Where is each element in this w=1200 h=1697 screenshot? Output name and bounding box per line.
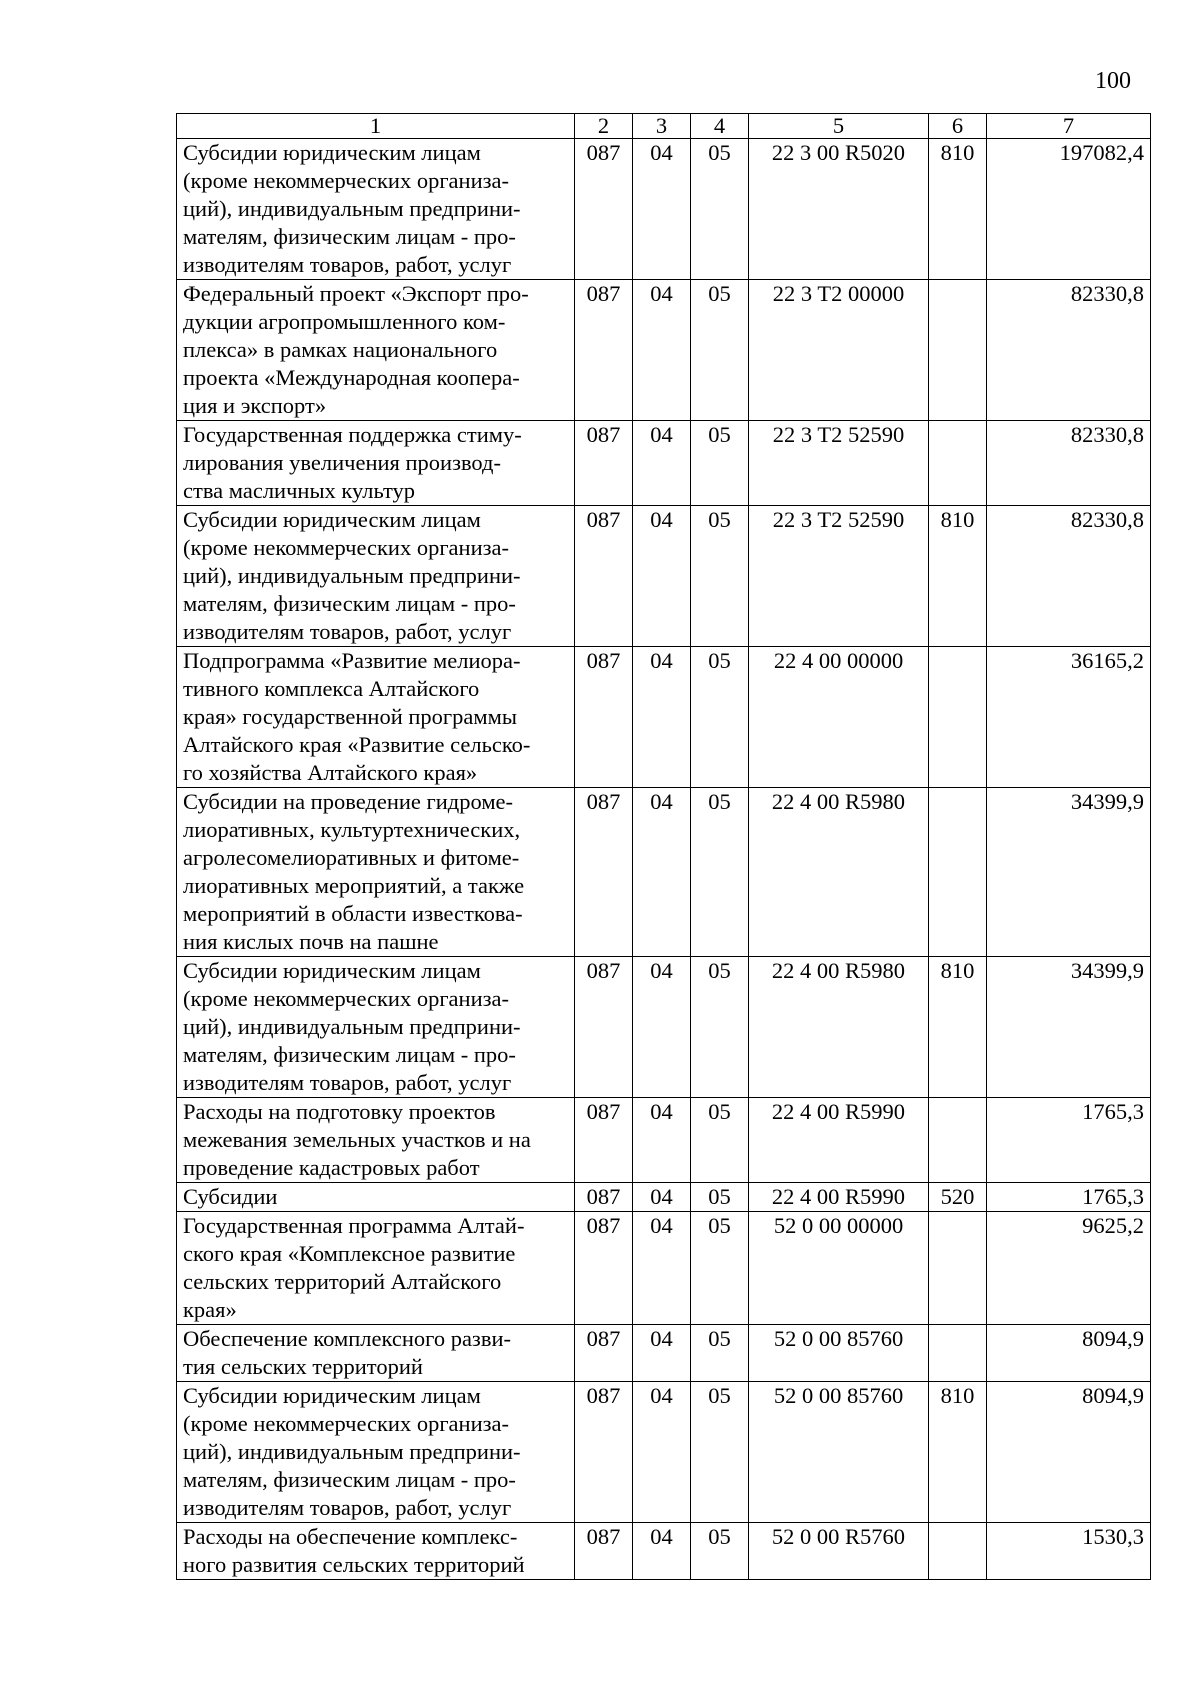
item-name-line: ства масличных культур <box>183 478 415 503</box>
amount-cell: 1765,3 <box>987 1183 1151 1212</box>
target-article-cell: 22 3 T2 52590 <box>749 421 929 506</box>
expense-type-cell <box>929 280 987 421</box>
section-code-cell: 04 <box>633 280 691 421</box>
section-code-cell: 04 <box>633 1325 691 1382</box>
item-name-line: Расходы на подготовку проектов <box>183 1099 496 1124</box>
amount-cell: 9625,2 <box>987 1212 1151 1325</box>
item-name-cell <box>177 1098 575 1183</box>
subsection-code-cell: 05 <box>691 647 749 788</box>
subsection-code-cell: 05 <box>691 1325 749 1382</box>
expense-type-cell: 520 <box>929 1183 987 1212</box>
item-name-line: ций), индивидуальным предприни- <box>183 563 521 588</box>
item-name-line: Расходы на обеспечение комплекс- <box>183 1524 518 1549</box>
ministry-code-cell: 087 <box>575 647 633 788</box>
column-header: 4 <box>691 114 749 139</box>
ministry-code-cell: 087 <box>575 1212 633 1325</box>
ministry-code-cell: 087 <box>575 421 633 506</box>
item-name-line: изводителям товаров, работ, услуг <box>183 1495 512 1520</box>
expense-type-cell: 810 <box>929 506 987 647</box>
item-name-line: го хозяйства Алтайского края» <box>183 760 478 785</box>
section-code-cell: 04 <box>633 1382 691 1523</box>
item-name-cell <box>177 1382 575 1523</box>
item-name-line: Субсидии юридическим лицам <box>183 140 481 165</box>
ministry-code-cell: 087 <box>575 788 633 957</box>
section-code-cell: 04 <box>633 421 691 506</box>
section-code-cell: 04 <box>633 1212 691 1325</box>
table-body <box>177 139 1151 1580</box>
item-name-line: ция и экспорт» <box>183 393 327 418</box>
item-name-line: изводителям товаров, работ, услуг <box>183 619 512 644</box>
expense-type-cell: 810 <box>929 957 987 1098</box>
expense-type-cell <box>929 1098 987 1183</box>
header-row <box>177 114 1151 139</box>
item-name-cell <box>177 421 575 506</box>
subsection-code-cell: 05 <box>691 1212 749 1325</box>
item-name-line: Государственная программа Алтай- <box>183 1213 525 1238</box>
item-name-line: ций), индивидуальным предприни- <box>183 196 521 221</box>
ministry-code-cell: 087 <box>575 1382 633 1523</box>
item-name-line: мателям, физическим лицам - про- <box>183 591 516 616</box>
item-name-line: лиоративных мероприятий, а также <box>183 873 525 898</box>
target-article-cell: 22 4 00 R5980 <box>749 957 929 1098</box>
amount-cell: 82330,8 <box>987 280 1151 421</box>
item-name-cell <box>177 788 575 957</box>
item-name-cell <box>177 1325 575 1382</box>
item-name-line: Субсидии юридическим лицам <box>183 507 481 532</box>
amount-cell: 1530,3 <box>987 1523 1151 1580</box>
item-name-line: проведение кадастровых работ <box>183 1155 480 1180</box>
item-name-line: Подпрограмма «Развитие мелиора- <box>183 648 521 673</box>
item-name-line: Субсидии юридическим лицам <box>183 1383 481 1408</box>
item-name-line: тия сельских территорий <box>183 1354 423 1379</box>
column-header: 2 <box>575 114 633 139</box>
item-name-line: ного развития сельских территорий <box>183 1552 525 1577</box>
target-article-cell: 22 3 00 R5020 <box>749 139 929 280</box>
item-name-line: (кроме некоммерческих организа- <box>183 986 509 1011</box>
table-row <box>177 1212 1151 1325</box>
section-code-cell: 04 <box>633 1523 691 1580</box>
subsection-code-cell: 05 <box>691 957 749 1098</box>
column-header: 6 <box>929 114 987 139</box>
ministry-code-cell: 087 <box>575 1523 633 1580</box>
ministry-code-cell: 087 <box>575 957 633 1098</box>
expense-type-cell: 810 <box>929 139 987 280</box>
subsection-code-cell: 05 <box>691 1183 749 1212</box>
item-name-line: Субсидии <box>183 1184 278 1209</box>
item-name-line: агролесомелиоративных и фитоме- <box>183 845 520 870</box>
item-name-cell <box>177 1183 575 1212</box>
ministry-code-cell: 087 <box>575 1098 633 1183</box>
item-name-cell <box>177 957 575 1098</box>
item-name-line: проекта «Международная коопера- <box>183 365 520 390</box>
table-row <box>177 139 1151 280</box>
expense-type-cell <box>929 647 987 788</box>
target-article-cell: 22 3 T2 00000 <box>749 280 929 421</box>
item-name-line: ния кислых почв на пашне <box>183 929 439 954</box>
target-article-cell: 22 4 00 R5990 <box>749 1098 929 1183</box>
amount-cell: 36165,2 <box>987 647 1151 788</box>
table-row <box>177 1098 1151 1183</box>
column-header: 1 <box>177 114 575 139</box>
ministry-code-cell: 087 <box>575 139 633 280</box>
amount-cell: 8094,9 <box>987 1382 1151 1523</box>
section-code-cell: 04 <box>633 506 691 647</box>
amount-cell: 34399,9 <box>987 788 1151 957</box>
item-name-cell <box>177 506 575 647</box>
ministry-code-cell: 087 <box>575 1183 633 1212</box>
expense-type-cell <box>929 421 987 506</box>
item-name-line: изводителям товаров, работ, услуг <box>183 252 512 277</box>
amount-cell: 82330,8 <box>987 506 1151 647</box>
item-name-cell <box>177 647 575 788</box>
item-name-line: мателям, физическим лицам - про- <box>183 224 516 249</box>
expense-type-cell <box>929 788 987 957</box>
section-code-cell: 04 <box>633 1183 691 1212</box>
expense-type-cell: 810 <box>929 1382 987 1523</box>
item-name-cell <box>177 1523 575 1580</box>
item-name-line: тивного комплекса Алтайского <box>183 676 480 701</box>
item-name-line: дукции агропромышленного ком- <box>183 309 506 334</box>
item-name-line: Алтайского края «Развитие сельско- <box>183 732 531 757</box>
item-name-cell <box>177 280 575 421</box>
target-article-cell: 52 0 00 85760 <box>749 1325 929 1382</box>
item-name-line: Субсидии юридическим лицам <box>183 958 481 983</box>
item-name-line: края» государственной программы <box>183 704 517 729</box>
item-name-line: мателям, физическим лицам - про- <box>183 1042 516 1067</box>
item-name-line: мателям, физическим лицам - про- <box>183 1467 516 1492</box>
item-name-line: Обеспечение комплексного разви- <box>183 1326 511 1351</box>
subsection-code-cell: 05 <box>691 1382 749 1523</box>
table-row <box>177 280 1151 421</box>
item-name-line: сельских территорий Алтайского <box>183 1269 502 1294</box>
target-article-cell: 52 0 00 R5760 <box>749 1523 929 1580</box>
column-header: 5 <box>749 114 929 139</box>
expense-type-cell <box>929 1523 987 1580</box>
table-row <box>177 1183 1151 1212</box>
ministry-code-cell: 087 <box>575 506 633 647</box>
subsection-code-cell: 05 <box>691 280 749 421</box>
expense-type-cell <box>929 1325 987 1382</box>
table-row <box>177 647 1151 788</box>
subsection-code-cell: 05 <box>691 506 749 647</box>
item-name-cell <box>177 1212 575 1325</box>
item-name-line: Федеральный проект «Экспорт про- <box>183 281 529 306</box>
table-row <box>177 957 1151 1098</box>
item-name-line: края» <box>183 1297 237 1322</box>
table-row <box>177 506 1151 647</box>
target-article-cell: 22 4 00 R5990 <box>749 1183 929 1212</box>
amount-cell: 82330,8 <box>987 421 1151 506</box>
target-article-cell: 52 0 00 00000 <box>749 1212 929 1325</box>
subsection-code-cell: 05 <box>691 1523 749 1580</box>
target-article-cell: 52 0 00 85760 <box>749 1382 929 1523</box>
column-header: 7 <box>987 114 1151 139</box>
budget-table <box>176 113 1151 1580</box>
section-code-cell: 04 <box>633 139 691 280</box>
item-name-line: Субсидии на проведение гидроме- <box>183 789 514 814</box>
subsection-code-cell: 05 <box>691 421 749 506</box>
target-article-cell: 22 4 00 00000 <box>749 647 929 788</box>
item-name-line: изводителям товаров, работ, услуг <box>183 1070 512 1095</box>
target-article-cell: 22 3 T2 52590 <box>749 506 929 647</box>
item-name-line: лирования увеличения производ- <box>183 450 501 475</box>
page-number: 100 <box>1095 68 1131 94</box>
amount-cell: 34399,9 <box>987 957 1151 1098</box>
section-code-cell: 04 <box>633 788 691 957</box>
item-name-line: межевания земельных участков и на <box>183 1127 531 1152</box>
section-code-cell: 04 <box>633 957 691 1098</box>
table-row <box>177 1325 1151 1382</box>
item-name-line: Государственная поддержка стиму- <box>183 422 522 447</box>
column-header: 3 <box>633 114 691 139</box>
item-name-line: (кроме некоммерческих организа- <box>183 535 509 560</box>
subsection-code-cell: 05 <box>691 788 749 957</box>
section-code-cell: 04 <box>633 1098 691 1183</box>
amount-cell: 1765,3 <box>987 1098 1151 1183</box>
item-name-line: мероприятий в области известкова- <box>183 901 523 926</box>
section-code-cell: 04 <box>633 647 691 788</box>
ministry-code-cell: 087 <box>575 280 633 421</box>
target-article-cell: 22 4 00 R5980 <box>749 788 929 957</box>
item-name-line: ций), индивидуальным предприни- <box>183 1014 521 1039</box>
item-name-line: лиоративных, культуртехнических, <box>183 817 521 842</box>
table-row <box>177 1523 1151 1580</box>
table-row <box>177 788 1151 957</box>
item-name-line: ского края «Комплексное развитие <box>183 1241 516 1266</box>
table-row <box>177 421 1151 506</box>
item-name-line: плекса» в рамках национального <box>183 337 498 362</box>
item-name-cell <box>177 139 575 280</box>
item-name-line: (кроме некоммерческих организа- <box>183 1411 509 1436</box>
ministry-code-cell: 087 <box>575 1325 633 1382</box>
subsection-code-cell: 05 <box>691 139 749 280</box>
table-row <box>177 1382 1151 1523</box>
amount-cell: 197082,4 <box>987 139 1151 280</box>
amount-cell: 8094,9 <box>987 1325 1151 1382</box>
item-name-line: ций), индивидуальным предприни- <box>183 1439 521 1464</box>
subsection-code-cell: 05 <box>691 1098 749 1183</box>
item-name-line: (кроме некоммерческих организа- <box>183 168 509 193</box>
expense-type-cell <box>929 1212 987 1325</box>
